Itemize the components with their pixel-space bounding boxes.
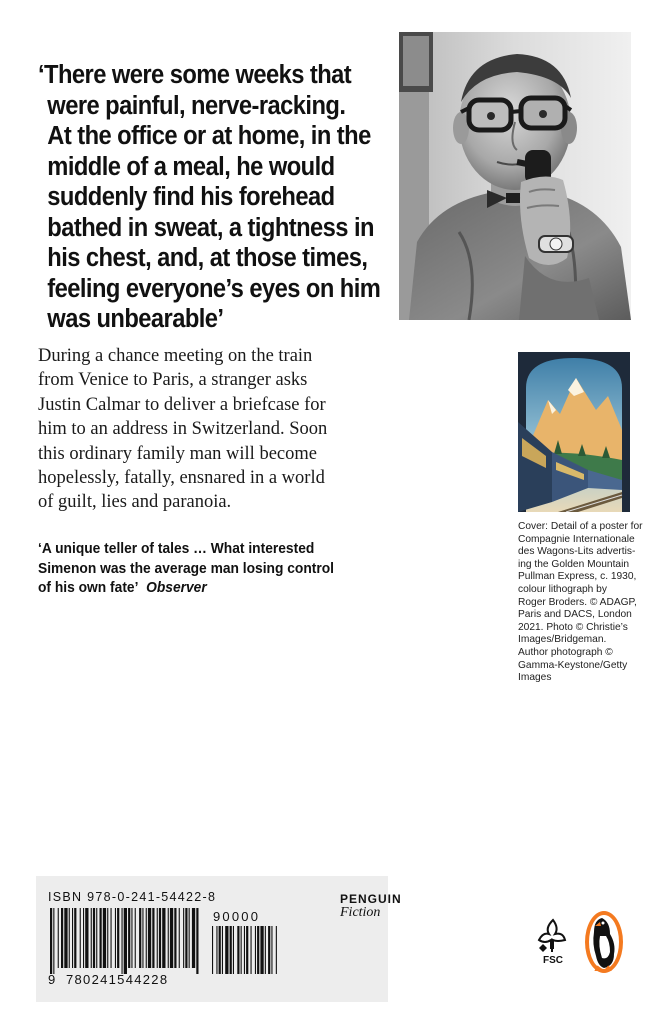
credits-line: Compagnie Internationale — [518, 533, 635, 545]
imprint — [340, 892, 402, 921]
pull-quote-line: was unbearable’ — [47, 305, 224, 333]
review-last-line — [38, 578, 342, 598]
fsc-label: FSC — [543, 955, 563, 966]
ean-first-digit: 9 — [48, 972, 56, 987]
review-line: ‘A unique teller of tales … What interested — [38, 540, 315, 557]
blurb-line: from Venice to Paris, a stranger asks — [38, 370, 308, 391]
book-category: Fiction — [340, 905, 381, 920]
credits-line: Gamma-Keystone/Getty — [518, 659, 628, 671]
pull-quote-line: suddenly find his forehead — [47, 183, 335, 211]
blurb-line: hopelessly, fatally, ensnared in a world — [38, 468, 325, 489]
credits-line: colour lithograph by — [518, 583, 607, 595]
author-photo — [399, 32, 631, 320]
pull-quote-line: ‘There were some weeks that — [38, 61, 352, 89]
credits-line: Cover: Detail of a poster for — [518, 521, 643, 532]
blurb-line: Justin Calmar to deliver a briefcase for — [38, 394, 326, 415]
credits-line: Author photograph © — [518, 646, 613, 658]
credits-line: Images/Bridgeman. — [518, 634, 607, 646]
price-code: 90000 — [213, 909, 261, 924]
ean-digits: 780241544228 — [66, 972, 169, 987]
review-quote — [38, 539, 342, 598]
blurb-line: him to an address in Switzerland. Soon — [38, 419, 328, 440]
pull-quote-line: At the office or at home, in the — [47, 122, 371, 150]
fsc-logo-icon — [533, 918, 573, 971]
isbn-label: ISBN 978-0-241-54422-8 — [48, 890, 217, 904]
pull-quote-line: feeling everyone’s eyes on him — [47, 274, 381, 303]
pull-quote-line: his chest, and, at those times, — [47, 244, 368, 272]
review-line: of his own fate’ — [38, 579, 139, 596]
credits-line: ing the Golden Mountain — [518, 558, 630, 570]
credits-line: 2021. Photo © Christie’s — [518, 621, 628, 633]
blurb-line: this ordinary family man will become — [38, 443, 317, 464]
credits-line: des Wagons-Lits advertis- — [518, 546, 636, 558]
publisher-name: PENGUIN — [340, 892, 402, 906]
blurb-line: During a chance meeting on the train — [38, 346, 313, 366]
credits-line: Paris and DACS, London — [518, 609, 632, 621]
pull-quote — [38, 60, 381, 335]
credits-line: Pullman Express, c. 1930, — [518, 571, 637, 583]
blurb-line: of guilt, lies and paranoia. — [38, 492, 232, 513]
cover-credits — [518, 521, 658, 685]
review-source: Observer — [146, 579, 207, 596]
pull-quote-line: middle of a meal, he would — [47, 152, 335, 181]
pull-quote-line: bathed in sweat, a tightness in — [47, 213, 374, 242]
review-line: Simenon was the average man losing control — [38, 559, 335, 577]
credits-line: Images — [518, 672, 552, 684]
pull-quote-line: were painful, nerve-racking. — [47, 91, 346, 120]
cover-art-thumbnail — [518, 352, 630, 512]
blurb — [38, 344, 378, 515]
credits-line: Roger Broders. © ADAGP, — [518, 596, 637, 608]
penguin-logo-icon — [584, 910, 624, 979]
barcode-panel — [36, 876, 402, 1002]
